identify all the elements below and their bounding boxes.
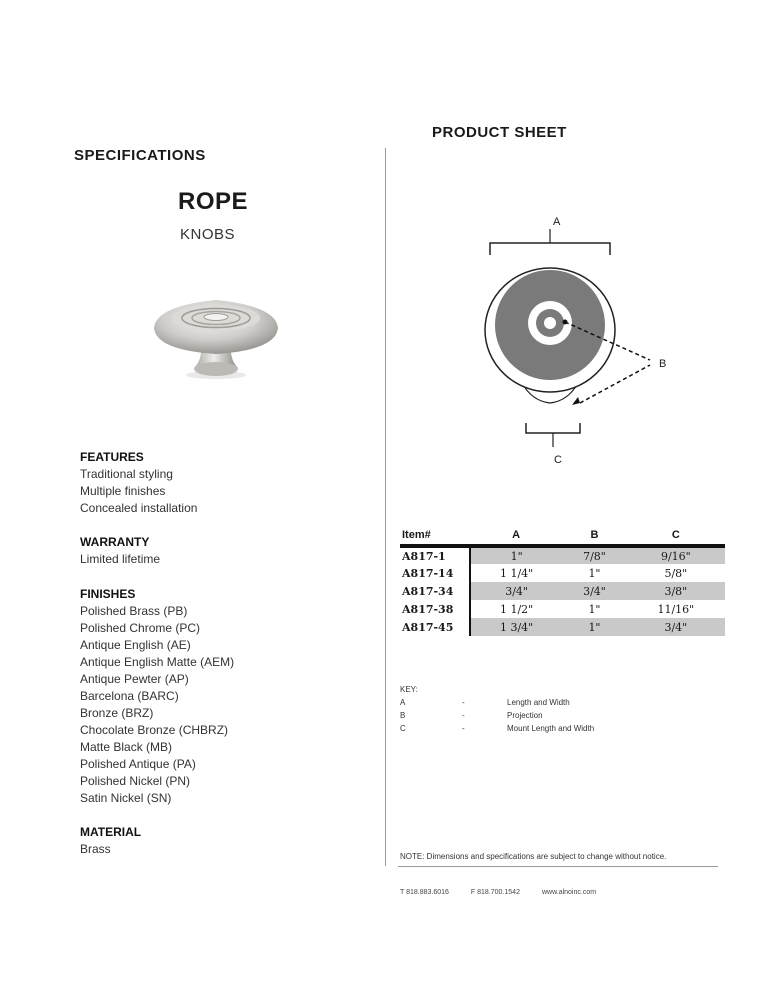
- footer-rule: [398, 866, 718, 867]
- dim-a: 1 1/4": [470, 564, 562, 582]
- dim-b: 3/4": [562, 582, 627, 600]
- finish-item: Antique English (AE): [80, 638, 191, 652]
- item-number: A817-14: [402, 566, 454, 580]
- finish-item: Polished Nickel (PN): [80, 774, 191, 788]
- dim-a: 3/4": [470, 582, 562, 600]
- item-number: A817-45: [402, 620, 454, 634]
- key-description: Projection: [507, 711, 543, 720]
- dimensions-table: [400, 529, 725, 636]
- dimension-diagram: [470, 205, 690, 475]
- material-section: [80, 824, 141, 858]
- dim-a: 1 1/2": [470, 600, 562, 618]
- fax-number: F 818.700.1542: [470, 889, 520, 896]
- key-row: [400, 709, 594, 722]
- item-number: A817-38: [402, 602, 454, 616]
- finish-item: Antique English Matte (AEM): [80, 655, 235, 669]
- table-row: [400, 582, 725, 600]
- product-sheet-heading: PRODUCT SHEET: [432, 124, 567, 141]
- table-row: [400, 546, 725, 564]
- finish-item: Barcelona (BARC): [80, 689, 179, 703]
- dim-c: 11/16": [657, 602, 695, 616]
- key-row: [400, 696, 594, 709]
- dim-c: 9/16": [627, 546, 725, 564]
- dim-c: 3/8": [627, 582, 725, 600]
- key-description: Length and Width: [507, 698, 570, 707]
- key-dash: -: [462, 698, 465, 707]
- contact-info: [400, 889, 596, 896]
- dim-b: 1": [588, 566, 601, 580]
- table-row: [400, 600, 725, 618]
- warranty-title: WARRANTY: [80, 535, 150, 549]
- key-row: [400, 722, 594, 735]
- feature-item: Multiple finishes: [80, 484, 166, 498]
- dimension-a-bracket: [490, 243, 610, 255]
- key-letter: C: [400, 724, 406, 733]
- specifications-heading: SPECIFICATIONS: [74, 147, 206, 164]
- label-c: C: [554, 454, 562, 466]
- label-b: B: [659, 358, 667, 370]
- key-dash: -: [462, 711, 465, 720]
- finish-item: Chocolate Bronze (CHBRZ): [80, 723, 229, 737]
- website-link[interactable]: www.alnoinc.com: [541, 889, 597, 896]
- header-item: Item#: [402, 529, 431, 541]
- finish-item: Bronze (BRZ): [80, 706, 154, 720]
- finish-item: Polished Antique (PA): [80, 757, 196, 771]
- product-name: ROPE: [178, 188, 249, 215]
- header-c: C: [671, 529, 680, 541]
- dim-b: 7/8": [562, 546, 627, 564]
- material-title: MATERIAL: [80, 825, 142, 839]
- disclaimer-note: NOTE: Dimensions and specifications are subject to change without notice.: [400, 852, 667, 861]
- feature-item: Concealed installation: [80, 501, 198, 515]
- dim-a: 1": [470, 546, 562, 564]
- phone-number: T 818.883.6016: [400, 889, 449, 896]
- warranty-item: Limited lifetime: [80, 552, 161, 566]
- header-a: A: [512, 529, 521, 541]
- table-row: [400, 618, 725, 636]
- finish-item: Matte Black (MB): [80, 740, 173, 754]
- dimension-key: [400, 683, 594, 735]
- material-item: Brass: [80, 842, 111, 856]
- vertical-divider: [385, 148, 386, 866]
- item-number: A817-34: [402, 584, 454, 598]
- finishes-section: [80, 586, 234, 807]
- features-title: FEATURES: [80, 450, 144, 464]
- dim-c: 5/8": [664, 566, 688, 580]
- dim-a: 1 3/4": [470, 618, 562, 636]
- key-description: Mount Length and Width: [507, 724, 595, 733]
- key-dash: -: [462, 724, 465, 733]
- label-a: A: [553, 216, 561, 228]
- table-row: [400, 564, 725, 582]
- dimension-c-bracket: [526, 423, 580, 433]
- finish-item: Polished Chrome (PC): [80, 621, 201, 635]
- dim-b: 1": [562, 618, 627, 636]
- table-header-row: [400, 529, 725, 546]
- dim-b: 1": [588, 602, 601, 616]
- warranty-section: [80, 534, 160, 568]
- knob-product-image: [130, 270, 300, 410]
- finishes-title: FINISHES: [80, 587, 136, 601]
- item-number: A817-1: [400, 546, 470, 564]
- dim-c: 3/4": [627, 618, 725, 636]
- key-title: KEY:: [400, 685, 418, 694]
- finish-item: Antique Pewter (AP): [80, 672, 189, 686]
- product-type: KNOBS: [180, 226, 236, 243]
- key-letter: B: [400, 711, 406, 720]
- key-letter: A: [400, 698, 406, 707]
- header-b: B: [590, 529, 599, 541]
- features-section: [80, 449, 197, 517]
- feature-item: Traditional styling: [80, 467, 173, 481]
- finish-item: Polished Brass (PB): [80, 604, 188, 618]
- finish-item: Satin Nickel (SN): [80, 791, 172, 805]
